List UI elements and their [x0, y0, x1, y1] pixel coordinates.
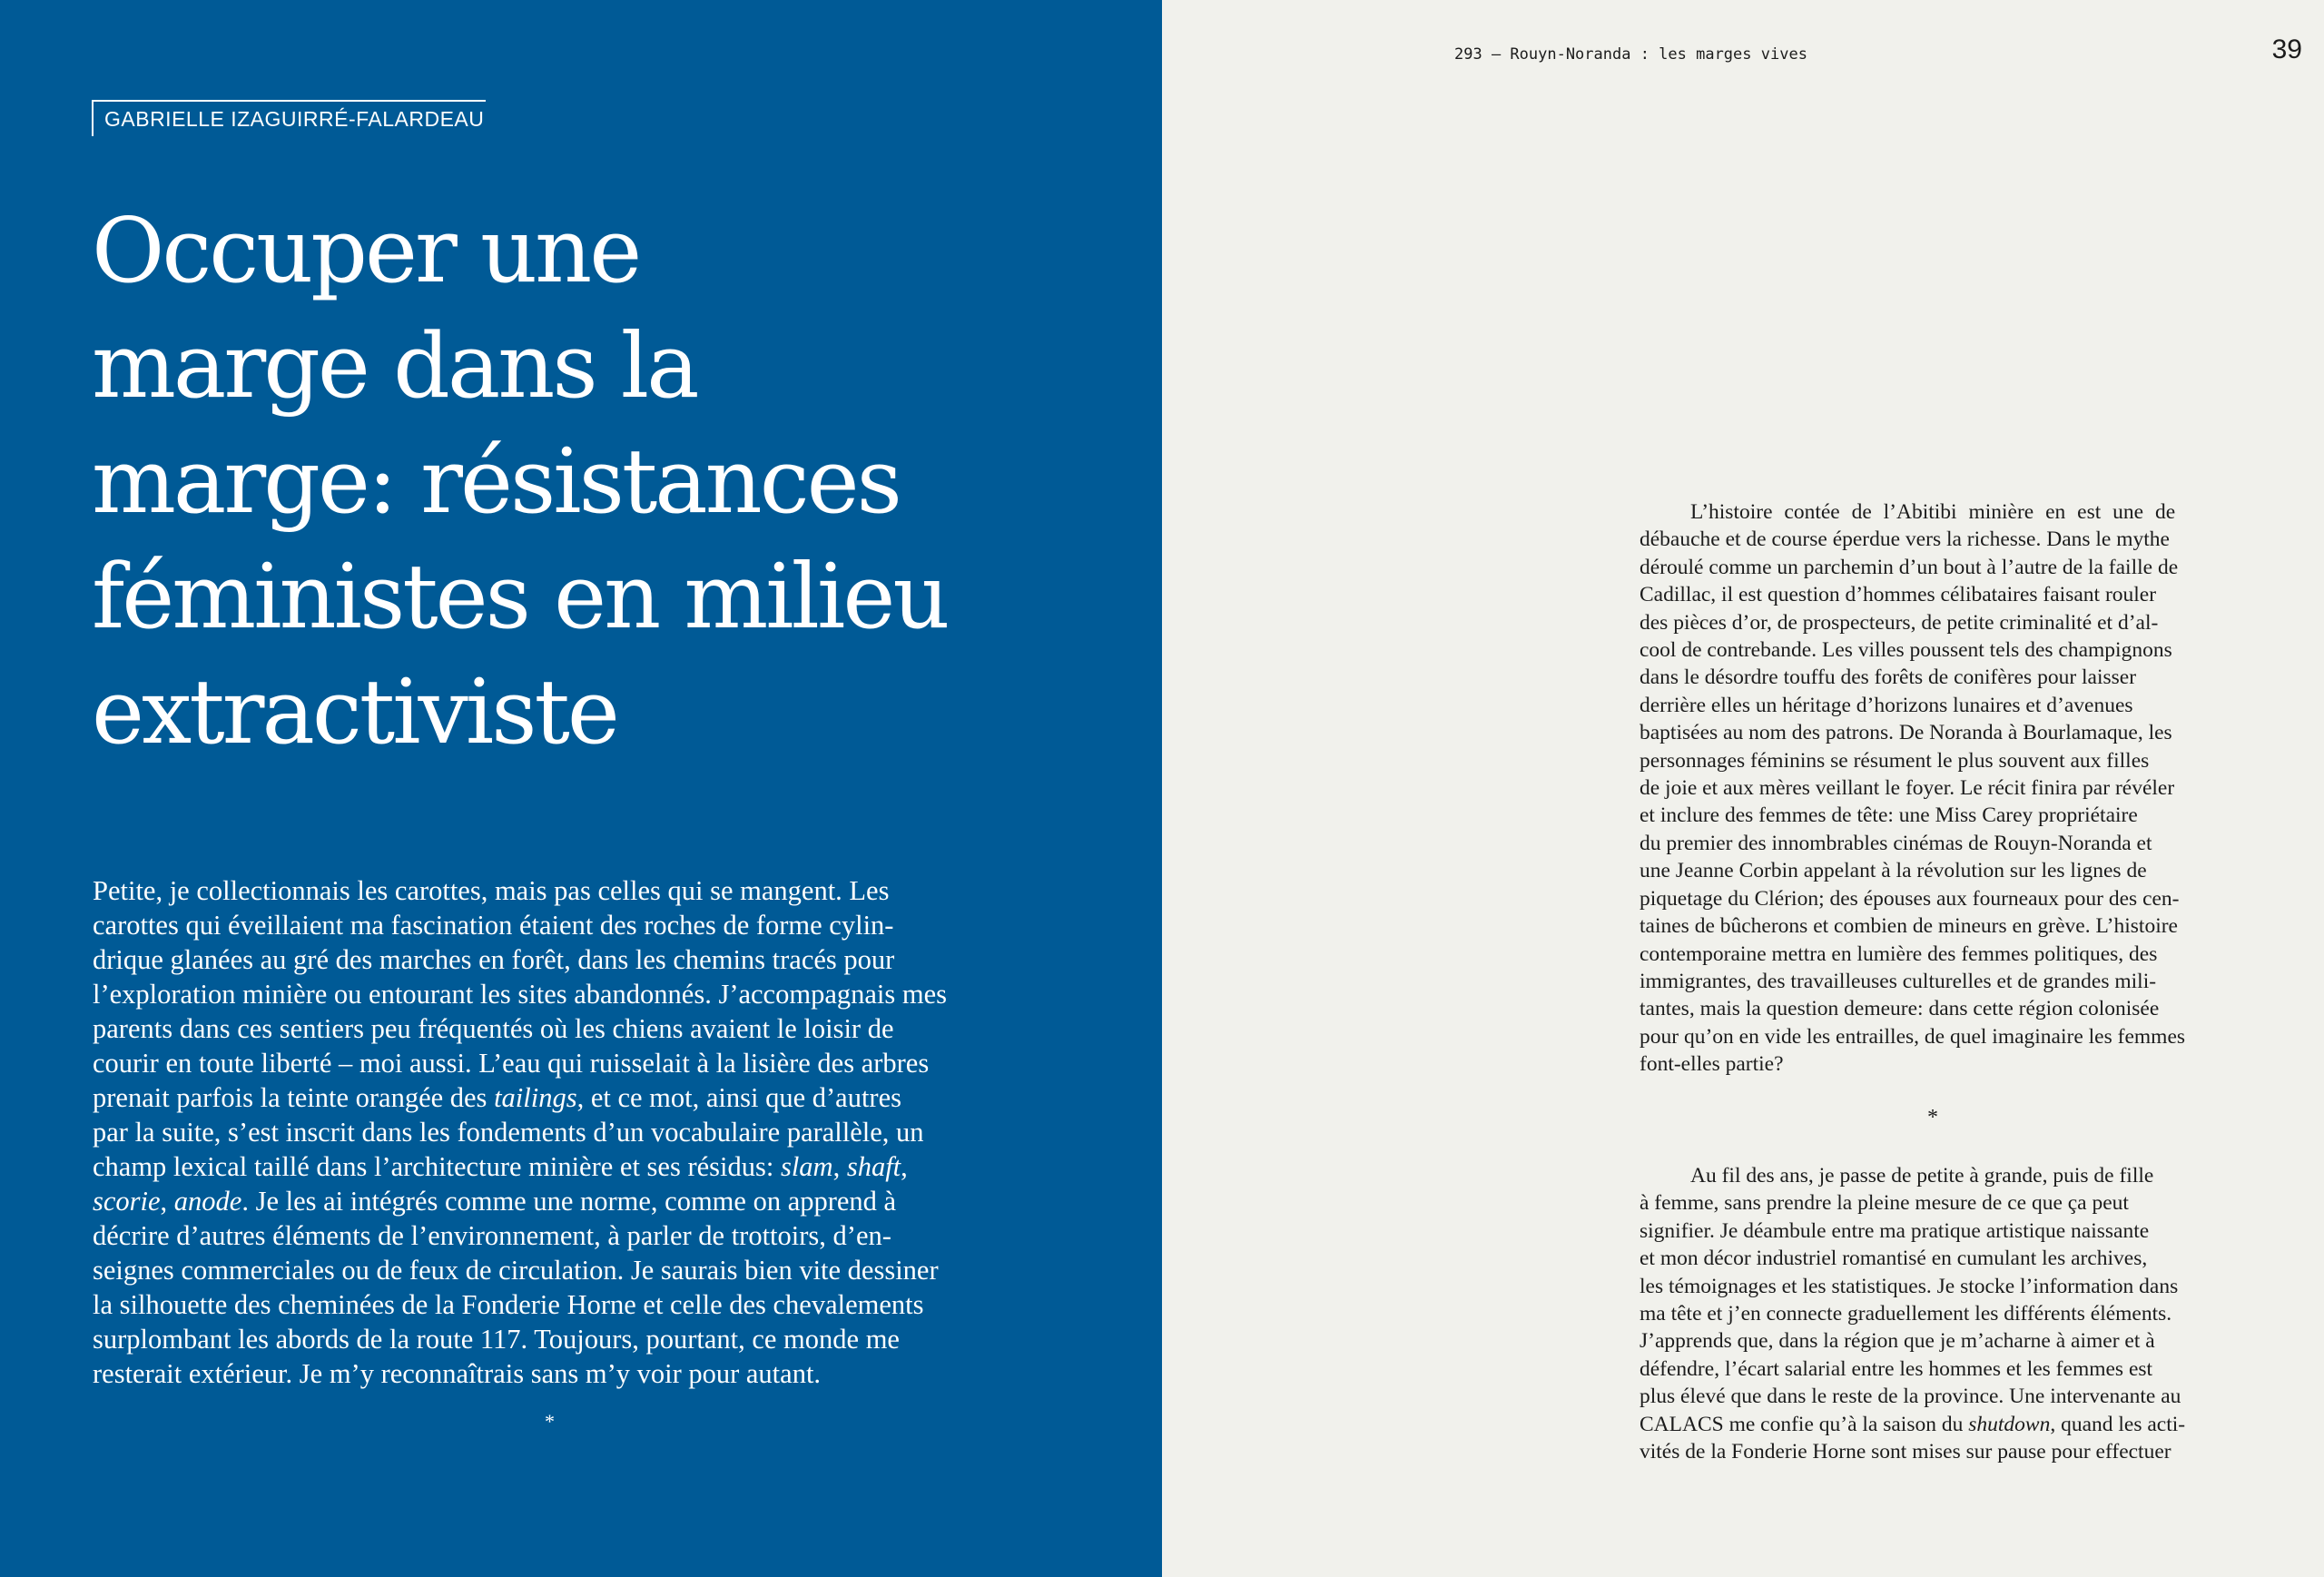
text-line: courir en toute liberté – moi aussi. L’eau qui ruisselait à la lisière des arbres [93, 1048, 930, 1079]
text-line: contemporaine mettra en lumière des femmes politiques, des [1640, 941, 2158, 966]
text-line: seignes commerciales ou de feux de circulation. Je saurais bien vite dessiner [93, 1255, 939, 1286]
section-break-asterisk: * [1927, 1106, 1938, 1129]
running-header: 293 — Rouyn-Noranda : les marges vives [1454, 45, 1807, 64]
text-line: et mon décor industriel romantisé en cumulant les archives, [1640, 1247, 2148, 1271]
text-line: drique glanées au gré des marches en forêt, dans les chemins tracés pour [93, 944, 895, 975]
text-line: piquetage du Clérion; des épouses aux fourneaux pour des cen- [1640, 886, 2180, 911]
text-fragment: , [160, 1186, 174, 1217]
text-line [93, 1080, 1019, 1115]
text-line: parents dans ces sentiers peu fréquentés où les chiens avaient le loisir de [93, 1013, 894, 1044]
text-fragment: CALACS me confie qu’à la saison du [1640, 1412, 1969, 1436]
body-paragraph-2 [1640, 1162, 2239, 1465]
text-line: débauche et de course éperdue vers la richesse. Dans le mythe [1640, 527, 2170, 552]
text-fragment: , et ce mot, ainsi que d’autres [576, 1082, 901, 1113]
italic-term: shutdown [1968, 1412, 2051, 1436]
text-line: pour qu’on en vide les entrailles, de quel imaginaire les femmes [1640, 1024, 2186, 1049]
text-fragment: , quand les acti- [2050, 1412, 2186, 1436]
text-line: par la suite, s’est inscrit dans les fondements d’un vocabulaire parallèle, un [93, 1117, 924, 1148]
text-line: déroulé comme un parchemin d’un bout à l’autre de la faille de [1640, 555, 2179, 579]
title-line: marge dans la [92, 315, 697, 419]
italic-term: slam [780, 1151, 833, 1182]
text-line: décrire d’autres éléments de l’environnement, à parler de trottoirs, d’en- [93, 1220, 891, 1251]
text-line: des pièces d’or, de prospecteurs, de petite criminalité et d’al- [1640, 610, 2159, 635]
intro-paragraph [93, 873, 1019, 1391]
title-line: féministes en milieu [92, 546, 948, 649]
text-line: carottes qui éveillaient ma fascination étaient des roches de forme cylin- [93, 910, 894, 941]
text-line: dans le désordre touffu des forêts de conifères pour laisser [1640, 665, 2137, 690]
title-line: Occuper une [92, 200, 640, 303]
text-line: personnages féminins se résument le plus souvent aux filles [1640, 748, 2150, 773]
text-fragment: , [832, 1151, 847, 1182]
text-line: du premier des innombrables cinémas de Rouyn-Noranda et [1640, 831, 2152, 855]
text-line: vités de la Fonderie Horne sont mises sur pause pour effectuer [1640, 1440, 2171, 1464]
text-line: une Jeanne Corbin appelant à la révolution sur les lignes de [1640, 859, 2147, 883]
text-line: Au fil des ans, je passe de petite à grande, puis de fille [1690, 1164, 2154, 1188]
italic-term: tailings [494, 1082, 577, 1113]
italic-term: scorie [93, 1186, 161, 1217]
right-page [1162, 0, 2324, 1577]
text-line: baptisées au nom des patrons. De Noranda à Bourlamaque, les [1640, 721, 2172, 745]
text-line: cool de contrebande. Les villes poussent tels des champignons [1640, 638, 2172, 663]
text-fragment: , [901, 1151, 908, 1182]
text-line: de joie et aux mères veillant le foyer. Le récit finira par révéler [1640, 776, 2175, 801]
text-line: l’exploration minière ou entourant les sites abandonnés. J’accompagnais mes [93, 979, 947, 1010]
text-line: immigrantes, des travailleuses culturelles et de grandes mili- [1640, 969, 2157, 993]
text-line: les témoignages et les statistiques. Je stocke l’information dans [1640, 1274, 2179, 1298]
text-line: Cadillac, il est question d’hommes célibataires faisant rouler [1640, 583, 2157, 607]
title-line: extractiviste [92, 661, 617, 764]
text-line: signifier. Je déambule entre ma pratique artistique naissante [1640, 1218, 2150, 1243]
body-paragraph-1 [1640, 498, 2239, 1079]
text-fragment: prenait parfois la teinte orangée des [93, 1082, 495, 1113]
article-title [92, 194, 1090, 771]
text-line: défendre, l’écart salarial entre les hommes et les femmes est [1640, 1356, 2153, 1381]
text-line [93, 1149, 1019, 1184]
text-line: à femme, sans prendre la pleine mesure de ce que ça peut [1640, 1191, 2129, 1216]
text-fragment: champ lexical taillé dans l’architecture minière et ses résidus: [93, 1151, 781, 1182]
text-line [93, 1184, 1019, 1218]
text-line: font-elles partie? [1640, 1052, 1784, 1077]
text-line: ma tête et j’en connecte graduellement les différents éléments. [1640, 1302, 2172, 1326]
text-line: la silhouette des cheminées de la Fonderie Horne et celle des chevalements [93, 1289, 924, 1320]
text-line: plus élevé que dans le reste de la province. Une intervenante au [1640, 1385, 2181, 1409]
text-line: derrière elles un héritage d’horizons lunaires et d’avenues [1640, 693, 2133, 717]
text-fragment: . Je les ai intégrés comme une norme, comme on apprend à [241, 1186, 897, 1217]
italic-term: anode [173, 1186, 242, 1217]
text-line: resterait extérieur. Je m’y reconnaîtrais sans m’y voir pour autant. [93, 1358, 822, 1389]
text-line: L’histoire contée de l’Abitibi minière en est une de [1690, 500, 2176, 524]
title-line: marge: résistances [92, 430, 900, 534]
section-break-asterisk: * [545, 1410, 555, 1433]
italic-term: shaft [846, 1151, 901, 1182]
text-line: J’apprends que, dans la région que je m’acharne à aimer et à [1640, 1329, 2155, 1354]
text-line: et inclure des femmes de tête: une Miss Carey propriétaire [1640, 803, 2138, 828]
text-line: surplombant les abords de la route 117. Toujours, pourtant, ce monde me [93, 1324, 900, 1355]
text-line: Petite, je collectionnais les carottes, mais pas celles qui se mangent. Les [93, 875, 890, 906]
text-line: tantes, mais la question demeure: dans cette région colonisée [1640, 997, 2160, 1021]
author-name: GABRIELLE IZAGUIRRÉ-FALARDEAU [92, 100, 486, 136]
text-line: taines de bûcherons et combien de mineurs en grève. L’histoire [1640, 914, 2178, 939]
text-line [1640, 1411, 2239, 1438]
page-number: 39 [2271, 34, 2302, 64]
